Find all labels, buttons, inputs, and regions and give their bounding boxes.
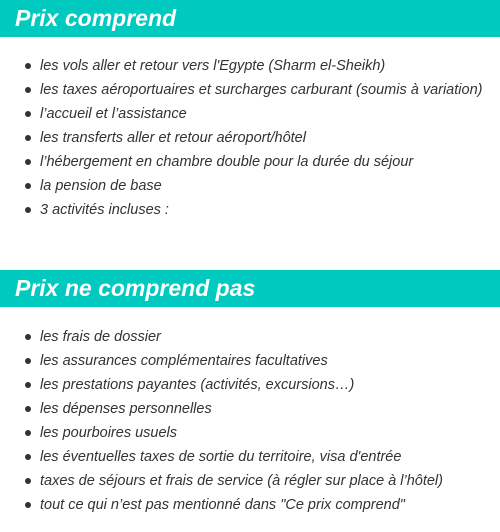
section-title-excluded: Prix ne comprend pas [15,275,256,301]
bullet-icon [25,63,31,69]
bullet-icon [25,430,31,436]
list-item [0,373,500,397]
list-item-text: la pension de base [40,178,162,194]
bullet-icon [25,183,31,189]
list-item-text: taxes de séjours et frais de service (à régler sur place à l’hôtel) [40,473,443,489]
list-item-text: les frais de dossier [40,329,161,345]
list-item [0,150,500,174]
list-item [0,174,500,198]
bullet-icon [25,358,31,364]
list-item-text: l’hébergement en chambre double pour la durée du séjour [40,154,414,170]
bullet-icon [25,382,31,388]
list-item [0,54,500,78]
bullet-icon [25,135,31,141]
list-item-text: les dépenses personnelles [40,401,212,417]
list-item [0,469,500,493]
bullet-icon [25,502,31,508]
bullet-icon [25,406,31,412]
list-item-text: l’accueil et l’assistance [40,106,187,122]
list-item-text: les transferts aller et retour aéroport/hôtel [40,130,306,146]
list-item [0,78,500,102]
list-item [0,198,500,222]
list-item-text: les éventuelles taxes de sortie du territoire, visa d'entrée [40,449,402,465]
list-item [0,445,500,469]
list-item [0,397,500,421]
list-item [0,126,500,150]
list-item [0,421,500,445]
list-item-text: les vols aller et retour vers l'Egypte (Sharm el-Sheikh) [40,58,386,74]
excluded-list [0,325,500,517]
bullet-icon [25,478,31,484]
bullet-icon [25,207,31,213]
list-item [0,325,500,349]
bullet-icon [25,334,31,340]
list-item-text: les assurances complémentaires facultatives [40,353,328,369]
list-item [0,493,500,517]
list-item [0,102,500,126]
list-item-text: les prestations payantes (activités, excursions…) [40,377,355,393]
bullet-icon [25,454,31,460]
list-item-text: les pourboires usuels [40,425,178,441]
section-title-included: Prix comprend [15,5,177,31]
list-item-text: 3 activités incluses : [40,202,169,218]
list-item [0,349,500,373]
bullet-icon [25,111,31,117]
list-item-text: les taxes aéroportuaires et surcharges carburant (soumis à variation) [40,82,483,98]
included-list [0,54,500,222]
bullet-icon [25,87,31,93]
bullet-icon [25,159,31,165]
section-header-included [0,0,500,37]
list-item-text: tout ce qui n’est pas mentionné dans "Ce prix comprend" [40,497,405,513]
section-header-excluded [0,270,500,307]
